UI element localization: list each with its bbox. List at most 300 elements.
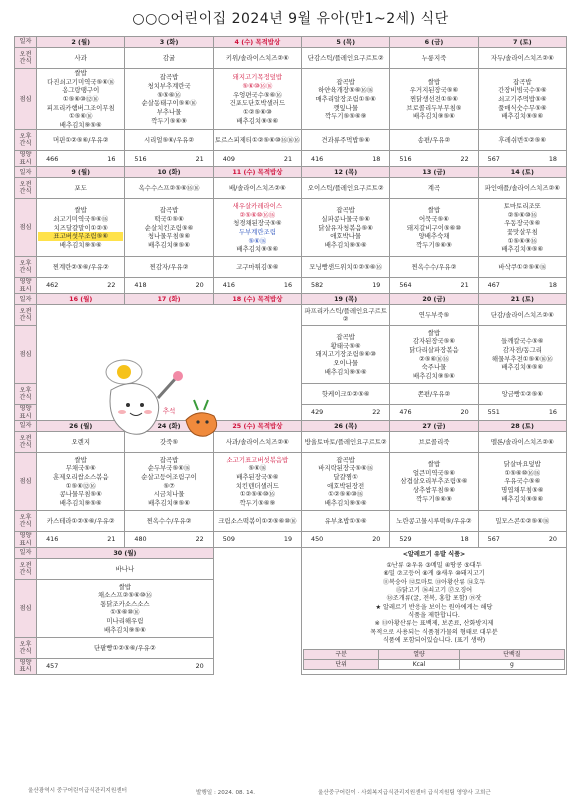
lunch-menu bbox=[390, 69, 478, 130]
row-label-date bbox=[15, 421, 37, 432]
day-header: 24 (화) bbox=[125, 421, 213, 432]
snack-am bbox=[390, 305, 478, 326]
nutrition-values bbox=[126, 155, 211, 164]
snack-am bbox=[213, 48, 301, 69]
lunch-menu bbox=[37, 69, 125, 130]
lunch-item: 쌀밥 bbox=[118, 582, 132, 591]
lunch-menu bbox=[302, 326, 390, 384]
snack-am bbox=[302, 48, 390, 69]
lunch-item: 깍두기⑤⑤⑥⑨ bbox=[324, 112, 367, 121]
lunch-item: 순두부국⑤⑥⑯ bbox=[147, 464, 191, 473]
kcal-value: 476 bbox=[399, 408, 412, 417]
lunch-menu bbox=[478, 199, 566, 257]
lunch-item: ①②⑤⑥⑩ bbox=[243, 107, 272, 116]
snack-pm-text: 유부초밥①⑤⑥ bbox=[324, 516, 367, 525]
lunch-item: 순살고등어조림구이 bbox=[141, 472, 197, 481]
lunch-item: 배추김치⑨⑤⑥ bbox=[413, 112, 455, 121]
row-label-text: 일자 bbox=[19, 422, 32, 430]
last-week-nut bbox=[37, 658, 214, 674]
nutrition-cell bbox=[478, 405, 566, 421]
snack-pm bbox=[213, 130, 301, 151]
lunch-item: 잡곡밥 bbox=[336, 206, 355, 215]
kcal-value: 416 bbox=[222, 281, 235, 290]
snack-am-text: 자두/솔라이스치즈②⑥ bbox=[490, 53, 554, 62]
snack-am bbox=[390, 48, 478, 69]
lunch-item: 쌀밥 bbox=[427, 206, 441, 215]
row-label-text: 일자 bbox=[19, 549, 32, 557]
kcal-value: 429 bbox=[311, 408, 324, 417]
lunch-item: 배추김치⑨⑤⑥ bbox=[324, 240, 367, 249]
day-header: 14 (토) bbox=[478, 167, 566, 178]
lunch-item: ①⑤⑥⑩⑫⑯ bbox=[62, 94, 99, 103]
snack-pm bbox=[390, 257, 478, 278]
lunch-item: 우거지된장국⑤⑥ bbox=[409, 86, 459, 95]
day-header: 2 (월) bbox=[37, 37, 125, 48]
egg-mascot-illustration bbox=[86, 350, 236, 450]
snack-pm-row bbox=[15, 130, 567, 151]
row-label-text: 오전 간식 bbox=[19, 307, 32, 323]
lunch-item: 순살치킨조림⑤⑥ bbox=[144, 223, 194, 232]
kcal-value: 516 bbox=[134, 154, 147, 163]
snack-pm bbox=[213, 511, 301, 532]
lunch-item: ①②⑤⑥⑩⑯ bbox=[328, 490, 364, 499]
allergy-note-line: ⑥밀 ⑦고등어 ⑧게 ⑨새우 ⑩돼지고기 bbox=[383, 570, 485, 578]
row-label-text: 점심 bbox=[19, 224, 32, 232]
snack-am-text: 옥수수스프②⑤⑥⑯⑯ bbox=[138, 184, 200, 193]
snack-pm-text: 카스테라①②⑤⑥/우유② bbox=[46, 516, 115, 525]
lunch-item: 소고기표고버섯볶음밥 bbox=[226, 455, 289, 464]
lunch-item: 배추김치⑨⑤⑥ bbox=[59, 120, 102, 129]
unit-head-row bbox=[304, 650, 565, 660]
lunch-item: 미나리해우림 bbox=[106, 617, 144, 626]
snack-am bbox=[302, 432, 390, 453]
row-label-text: 오후 간식 bbox=[19, 386, 32, 402]
row-label-text: 오전 간식 bbox=[19, 434, 32, 450]
lunch-item: 달걀찜① bbox=[333, 472, 358, 481]
nutrition-cell bbox=[390, 532, 478, 548]
snack-pm bbox=[302, 384, 390, 405]
snack-am-text: 단감/솔라이스치즈②⑥ bbox=[490, 310, 554, 319]
nutrition-row bbox=[15, 532, 567, 548]
snack-pm bbox=[125, 511, 213, 532]
lunch-item: 배추김치⑨⑤⑥ bbox=[324, 367, 367, 376]
lunch-menu bbox=[302, 453, 390, 511]
lunch-menu bbox=[125, 199, 213, 257]
lunch-item: 훈제오리쌈소스볶음 bbox=[52, 472, 109, 481]
snack-pm-text: 찐옥수수/우유② bbox=[146, 516, 192, 525]
nutrition-values bbox=[303, 408, 388, 417]
day-header: 3 (화) bbox=[125, 37, 213, 48]
allergy-note-line: ⑪복숭아 ⑫토마토 ⑬아황산류 ⑭호두 bbox=[382, 578, 486, 586]
holiday-label: 추석 bbox=[162, 407, 176, 416]
day-header: 28 (토) bbox=[478, 421, 566, 432]
day-header: 19 (목) bbox=[302, 294, 390, 305]
kcal-value: 516 bbox=[399, 154, 412, 163]
snack-pm-text: 핫케이크①②⑤⑥ bbox=[321, 389, 370, 398]
row-label-date bbox=[15, 167, 37, 178]
snack-pm bbox=[302, 511, 390, 532]
day-header: 21 (토) bbox=[478, 294, 566, 305]
day-header: 25 (수) 목적밥상 bbox=[213, 421, 301, 432]
date-row bbox=[15, 294, 567, 305]
lunch-item: 쇠고기주먹밥⑤⑥ bbox=[498, 94, 547, 103]
snack-pm bbox=[390, 130, 478, 151]
row-label-nutrition bbox=[15, 658, 37, 674]
empty-area bbox=[213, 547, 301, 674]
lunch-item: 깻잎나물 bbox=[333, 103, 359, 112]
lunch-item: ⑤⑥⑯ bbox=[248, 464, 267, 473]
snack-am-text: 방울토마토/플레인요구르트② bbox=[304, 437, 387, 446]
lunch-item: 배추김치⑨⑤⑥ bbox=[501, 363, 544, 372]
protein-value: 22 bbox=[195, 535, 204, 544]
row-label-snack_am bbox=[15, 432, 37, 453]
lunch-item: 찐닭생선전①⑤⑥ bbox=[409, 94, 459, 103]
snack-am-row bbox=[15, 178, 567, 199]
lunch-item: 쌀밥 bbox=[427, 460, 441, 468]
lunch-menu bbox=[390, 453, 478, 511]
kcal-value: 409 bbox=[222, 154, 235, 163]
lunch-item: 청경채된장국⑤⑥ bbox=[233, 219, 282, 228]
day-header: 20 (금) bbox=[390, 294, 478, 305]
nutrition-cell bbox=[478, 278, 566, 294]
lunch-item: 우유국수⑤⑥ bbox=[504, 477, 541, 486]
snack-am bbox=[302, 305, 390, 326]
protein-value: 18 bbox=[460, 535, 469, 544]
nutrition-cell bbox=[213, 532, 301, 548]
page-title: ○○○어린이집 2024년 9월 유아(만1~2세) 식단 bbox=[132, 11, 449, 27]
kcal-value: 450 bbox=[311, 535, 324, 544]
lunch-item: 쌀밥 bbox=[74, 69, 87, 77]
snack-pm-text: 바삭쿠①②⑤⑥⑯ bbox=[498, 263, 547, 272]
snack-am-text: 파인애플/솔라이스치즈②⑥ bbox=[484, 184, 560, 193]
snack-am-text: 단감스틱/플레인요구르트② bbox=[307, 53, 384, 62]
lunch-item: 애호박나물 bbox=[330, 232, 362, 241]
kcal-value: 418 bbox=[134, 281, 147, 290]
snack-pm-text: 단팥빵①②⑤⑥/우유② bbox=[94, 643, 156, 652]
last-week-lunch bbox=[37, 579, 214, 637]
row-label-snack_pm bbox=[15, 637, 37, 658]
lunch-item: 두부계란조림 bbox=[238, 227, 276, 236]
snack-pm-text: 찐계란②⑤⑥/우유② bbox=[52, 263, 109, 272]
snack-am-text: 사과 bbox=[74, 53, 87, 62]
snack-am-row bbox=[15, 48, 567, 69]
snack-pm bbox=[213, 257, 301, 278]
lunch-item: 상추쌈무침⑤⑥ bbox=[412, 485, 456, 494]
kcal-value: 480 bbox=[134, 535, 147, 544]
day-header: 30 (월) bbox=[37, 547, 214, 558]
row-label-snack_pm bbox=[15, 511, 37, 532]
last-week-pm bbox=[37, 637, 214, 658]
lunch-row bbox=[15, 453, 567, 511]
nutrition-cell bbox=[37, 151, 125, 167]
row-label-text: 오후 간식 bbox=[19, 259, 32, 275]
lunch-item: 브로콜리두부무침⑤ bbox=[406, 103, 462, 112]
kcal-value: 509 bbox=[222, 535, 235, 544]
lunch-item: 쌀밥 bbox=[74, 455, 87, 464]
day-header: 12 (목) bbox=[302, 167, 390, 178]
kcal-value: 416 bbox=[311, 154, 324, 163]
row-label-date bbox=[15, 37, 37, 48]
snack-am-text: 연두부죽⑤ bbox=[418, 310, 450, 319]
lunch-menu bbox=[478, 326, 566, 384]
lunch-item: ①⑤⑥⑯ bbox=[68, 112, 93, 121]
snack-pm-text: 모닝빵샌드위치①②⑤⑥⑯ bbox=[309, 263, 382, 272]
lunch-item: 닭살유자청볶음⑤⑥ bbox=[318, 223, 373, 232]
day-header: 17 (화) bbox=[125, 294, 213, 305]
nutrition-values bbox=[38, 281, 123, 290]
protein-value: 20 bbox=[372, 535, 381, 544]
lunch-item: 잡곡밥 bbox=[159, 206, 179, 215]
snack-pm bbox=[37, 511, 125, 532]
lunch-item: 건포도단호박샐러드 bbox=[229, 99, 286, 108]
lunch-item: 배추김치⑨⑤⑥ bbox=[413, 372, 455, 381]
nutrition-cell bbox=[390, 278, 478, 294]
lunch-item: 치즈달걀말이①②⑤ bbox=[53, 223, 108, 232]
nutrition-values bbox=[391, 408, 476, 417]
row-label-text: 일자 bbox=[19, 168, 32, 176]
last-week-am bbox=[37, 558, 214, 579]
allergy-note-line: ★ 알레르기 반응을 보이는 원아에게는 해당 bbox=[375, 603, 493, 611]
lunch-item: 하얀육개장⑤⑥⑯⑯ bbox=[318, 86, 374, 95]
nutrition-values bbox=[215, 155, 300, 164]
lunch-menu bbox=[37, 199, 125, 257]
kcal-value: 457 bbox=[46, 662, 59, 671]
lunch-item: 무채국⑤⑥ bbox=[65, 464, 96, 473]
snack-pm bbox=[37, 130, 125, 151]
row-label-lunch bbox=[15, 199, 37, 257]
lunch-item: 잡곡밥 bbox=[336, 455, 355, 464]
lunch-row bbox=[15, 69, 567, 130]
nutrition-values bbox=[215, 281, 300, 290]
snack-pm bbox=[478, 130, 566, 151]
row-label-text: 오전 간식 bbox=[19, 50, 32, 65]
snack-am bbox=[37, 178, 125, 199]
row-label-snack_pm bbox=[15, 384, 37, 405]
snack-pm-text: 견과류주먹밥⑤⑥ bbox=[321, 136, 370, 145]
lunch-item: 풀매식숫수무⑤⑥ bbox=[498, 103, 547, 112]
snack-pm bbox=[125, 130, 213, 151]
lunch-item: 우동장국⑤⑥ bbox=[504, 219, 541, 228]
lunch-item: 감자전/동그리 bbox=[502, 346, 542, 355]
snack-pm bbox=[478, 257, 566, 278]
snack-pm bbox=[125, 257, 213, 278]
snack-am bbox=[302, 178, 390, 199]
snack-pm-text: 고구마튀김⑤⑥ bbox=[236, 263, 279, 272]
row-label-text: 오후 간식 bbox=[19, 640, 32, 655]
unit-value: Kcal bbox=[379, 660, 459, 670]
protein-value: 22 bbox=[460, 154, 469, 163]
nutrition-values bbox=[480, 155, 565, 164]
lunch-item: 쌀밥 bbox=[427, 328, 441, 337]
nutrition-cell bbox=[302, 532, 390, 548]
snack-pm-text: 밀모스콘①②⑤⑥⑯ bbox=[495, 516, 550, 525]
lunch-item: 배추김치⑨⑤⑥ bbox=[236, 116, 279, 125]
lunch-item: 치킨텐더샐러드 bbox=[235, 481, 279, 490]
day-header: 6 (금) bbox=[390, 37, 478, 48]
protein-value: 16 bbox=[548, 408, 557, 417]
row-label-text: 영양 표시 bbox=[19, 658, 32, 674]
lunch-menu bbox=[213, 69, 301, 130]
nutrition-cell bbox=[37, 278, 125, 294]
lunch-item: 청치부추계란국 bbox=[147, 81, 191, 90]
lunch-item: 매추리알장조림①⑤⑥ bbox=[315, 94, 376, 103]
lunch-menu bbox=[390, 326, 478, 384]
allergy-note-line: 목적으로 사용되는 식품첨가물의 형태로 대부분 bbox=[370, 628, 498, 636]
lunch-item: 바지락된장국⑤⑥⑯ bbox=[318, 464, 374, 473]
lunch-item: 양배추숙채 bbox=[418, 232, 450, 241]
snack-am bbox=[390, 178, 478, 199]
lunch-item: ②⑤⑥⑯⑯ bbox=[419, 354, 449, 363]
lunch-item: 얼큰미역국⑤⑥ bbox=[412, 468, 456, 477]
snack-am-text: 계곡 bbox=[427, 184, 441, 193]
snack-am-text: 브로콜리죽 bbox=[418, 437, 450, 446]
nutrition-cell bbox=[302, 278, 390, 294]
lunch-item: ②⑤⑥⑩⑯ bbox=[507, 210, 537, 219]
lunch-menu bbox=[125, 69, 213, 130]
lunch-menu bbox=[213, 453, 301, 511]
nutrition-values bbox=[126, 281, 211, 290]
lunch-item: ①②⑤⑥⑩⑯ bbox=[239, 490, 275, 499]
row-label-text: 영양 표시 bbox=[19, 151, 32, 166]
snack-am-text: 사과/솔라이스치즈②⑥ bbox=[225, 437, 289, 446]
protein-value: 18 bbox=[372, 154, 381, 163]
nutrition-row bbox=[15, 151, 567, 167]
snack-pm-text: 앙금빵①②⑤⑥ bbox=[501, 389, 544, 398]
row-label-text: 점심 bbox=[19, 351, 32, 359]
nutrition-cell bbox=[125, 278, 213, 294]
nutrition-cell bbox=[390, 405, 478, 421]
protein-value: 21 bbox=[195, 154, 204, 163]
kcal-value: 567 bbox=[487, 535, 500, 544]
lunch-item: 피프리카햄버그조이무침 bbox=[46, 103, 115, 112]
lunch-item: 해물부추전①⑤⑥⑯⑯ bbox=[491, 354, 553, 363]
snack-am-text: 감귤 bbox=[162, 53, 176, 62]
kcal-value: 466 bbox=[46, 154, 59, 163]
snack-am bbox=[478, 305, 566, 326]
lunch-item: 부추나물 bbox=[156, 107, 182, 116]
row-label-text: 영양 표시 bbox=[19, 532, 32, 547]
kcal-value: 416 bbox=[46, 535, 59, 544]
snack-pm-text: 머핀①②⑤⑥/우유② bbox=[52, 136, 109, 145]
row-label-lunch bbox=[15, 453, 37, 511]
snack-am bbox=[125, 178, 213, 199]
footer-logo: 울산광역시 중구어린이급식관리지원센터 bbox=[28, 788, 128, 794]
nutrition-row bbox=[15, 278, 567, 294]
row-label-text: 점심 bbox=[19, 604, 32, 612]
unit-head: 단백질 bbox=[459, 650, 564, 660]
snack-pm bbox=[37, 257, 125, 278]
lunch-row bbox=[15, 199, 567, 257]
lunch-item: 쇠고기미역국⑤⑥⑯ bbox=[53, 214, 109, 223]
footer-date: 발행일 : 2024. 08. 14. bbox=[196, 790, 256, 796]
lunch-item: 잡곡밥 bbox=[159, 455, 179, 464]
row-label-date bbox=[15, 547, 37, 558]
nutrition-values bbox=[126, 535, 211, 544]
lunch-item: 숙주나물 bbox=[421, 363, 447, 372]
protein-value: 16 bbox=[107, 154, 116, 163]
snack-pm-text: 후레쉬번①②⑤⑥ bbox=[498, 136, 547, 145]
kcal-value: 462 bbox=[46, 281, 59, 290]
lunch-item: 우엉편국수⑤⑥⑯ bbox=[233, 90, 282, 99]
unit-value: 단위 bbox=[304, 660, 379, 670]
nutrition-cell bbox=[213, 278, 301, 294]
snack-pm-text: 크림소스떡볶이①②⑤⑥⑩⑯ bbox=[218, 516, 297, 525]
allergy-note-line: 식품에 포함되어있습니다. (표기 생략) bbox=[382, 637, 486, 645]
snack-pm bbox=[302, 130, 390, 151]
nutrition-values bbox=[38, 535, 123, 544]
lunch-item: 잡곡밥 bbox=[336, 77, 355, 86]
day-header: 26 (목) bbox=[302, 421, 390, 432]
snack-pm-row bbox=[15, 257, 567, 278]
allergy-note-line: ※ ⑬아황산류는 표백제, 보존료, 산화방지제 bbox=[374, 620, 494, 628]
kcal-value: 529 bbox=[399, 535, 412, 544]
lunch-item: 황태국⑤⑥ bbox=[330, 341, 361, 350]
lunch-item: 시금치나물 bbox=[153, 490, 185, 499]
protein-value: 19 bbox=[283, 535, 293, 544]
unit-value: g bbox=[459, 660, 564, 670]
snack-am-text: 바나나 bbox=[115, 564, 135, 573]
nutrition-cell bbox=[37, 532, 125, 548]
nutrition-cell bbox=[478, 151, 566, 167]
nutrition-values bbox=[38, 662, 212, 671]
nutrition-values bbox=[303, 535, 388, 544]
snack-pm bbox=[302, 257, 390, 278]
nutrition-cell bbox=[302, 151, 390, 167]
allergy-note-line: ⑮닭고기 ⑯쇠고기 ⑰오징어 bbox=[395, 586, 473, 594]
kcal-value: 567 bbox=[487, 154, 500, 163]
lunch-menu bbox=[125, 453, 213, 511]
lunch-item: 애호박된장전 bbox=[327, 481, 365, 490]
lunch-item: 깍두기⑤⑥⑨ bbox=[151, 116, 187, 125]
snack-am-row bbox=[15, 305, 567, 326]
lunch-menu bbox=[478, 453, 566, 511]
row-label-text: 영양 표시 bbox=[19, 405, 32, 420]
lunch-item: ⑤⑦ bbox=[163, 481, 175, 490]
snack-pm-text: 찐옥수수/우유② bbox=[411, 263, 457, 272]
lunch-item: 토마토리조또 bbox=[503, 201, 541, 210]
snack-pm bbox=[390, 384, 478, 405]
row-label-snack_am bbox=[15, 558, 37, 579]
row-label-text: 점심 bbox=[19, 477, 32, 485]
kcal-value: 551 bbox=[487, 408, 500, 417]
lunch-menu bbox=[478, 69, 566, 130]
lunch-item: 다진쇠고기미역국⑤⑥⑯ bbox=[47, 77, 115, 86]
row-label-snack_am bbox=[15, 178, 37, 199]
lunch-item: 잡곡밥 bbox=[513, 77, 532, 86]
lunch-item: 돼지고기장조림⑤⑥⑩ bbox=[315, 350, 376, 359]
snack-am bbox=[478, 432, 566, 453]
nutrition-values bbox=[38, 155, 123, 164]
lunch-item: ②⑤⑥⑩⑯⑯ bbox=[239, 210, 276, 219]
protein-value: 16 bbox=[283, 281, 293, 290]
nutrition-values bbox=[480, 281, 565, 290]
row-label-text: 일자 bbox=[19, 295, 32, 303]
lunch-item: 명엽채무침⑤⑥ bbox=[501, 485, 544, 494]
snack-am-text: 포도 bbox=[74, 184, 87, 193]
lunch-item: 배추김치⑨⑤⑥ bbox=[501, 494, 544, 503]
row-label-text: 오후 간식 bbox=[19, 513, 32, 529]
snack-am-text: 배/솔라이스치즈②⑥ bbox=[228, 184, 286, 193]
lunch-item: 배추김치⑨⑤⑥ bbox=[148, 240, 190, 249]
lunch-item: 잡곡밥 bbox=[159, 73, 179, 82]
allergy-note-line: ①난류 ②우유 ③메밀 ④땅콩 ⑤대두 bbox=[386, 561, 482, 569]
snack-am bbox=[390, 432, 478, 453]
day-header: 13 (금) bbox=[390, 167, 478, 178]
protein-value: 18 bbox=[548, 154, 557, 163]
lunch-item: 꽃맛살무침 bbox=[506, 227, 538, 236]
row-label-text: 오후 간식 bbox=[19, 133, 32, 148]
day-header: 7 (토) bbox=[478, 37, 566, 48]
